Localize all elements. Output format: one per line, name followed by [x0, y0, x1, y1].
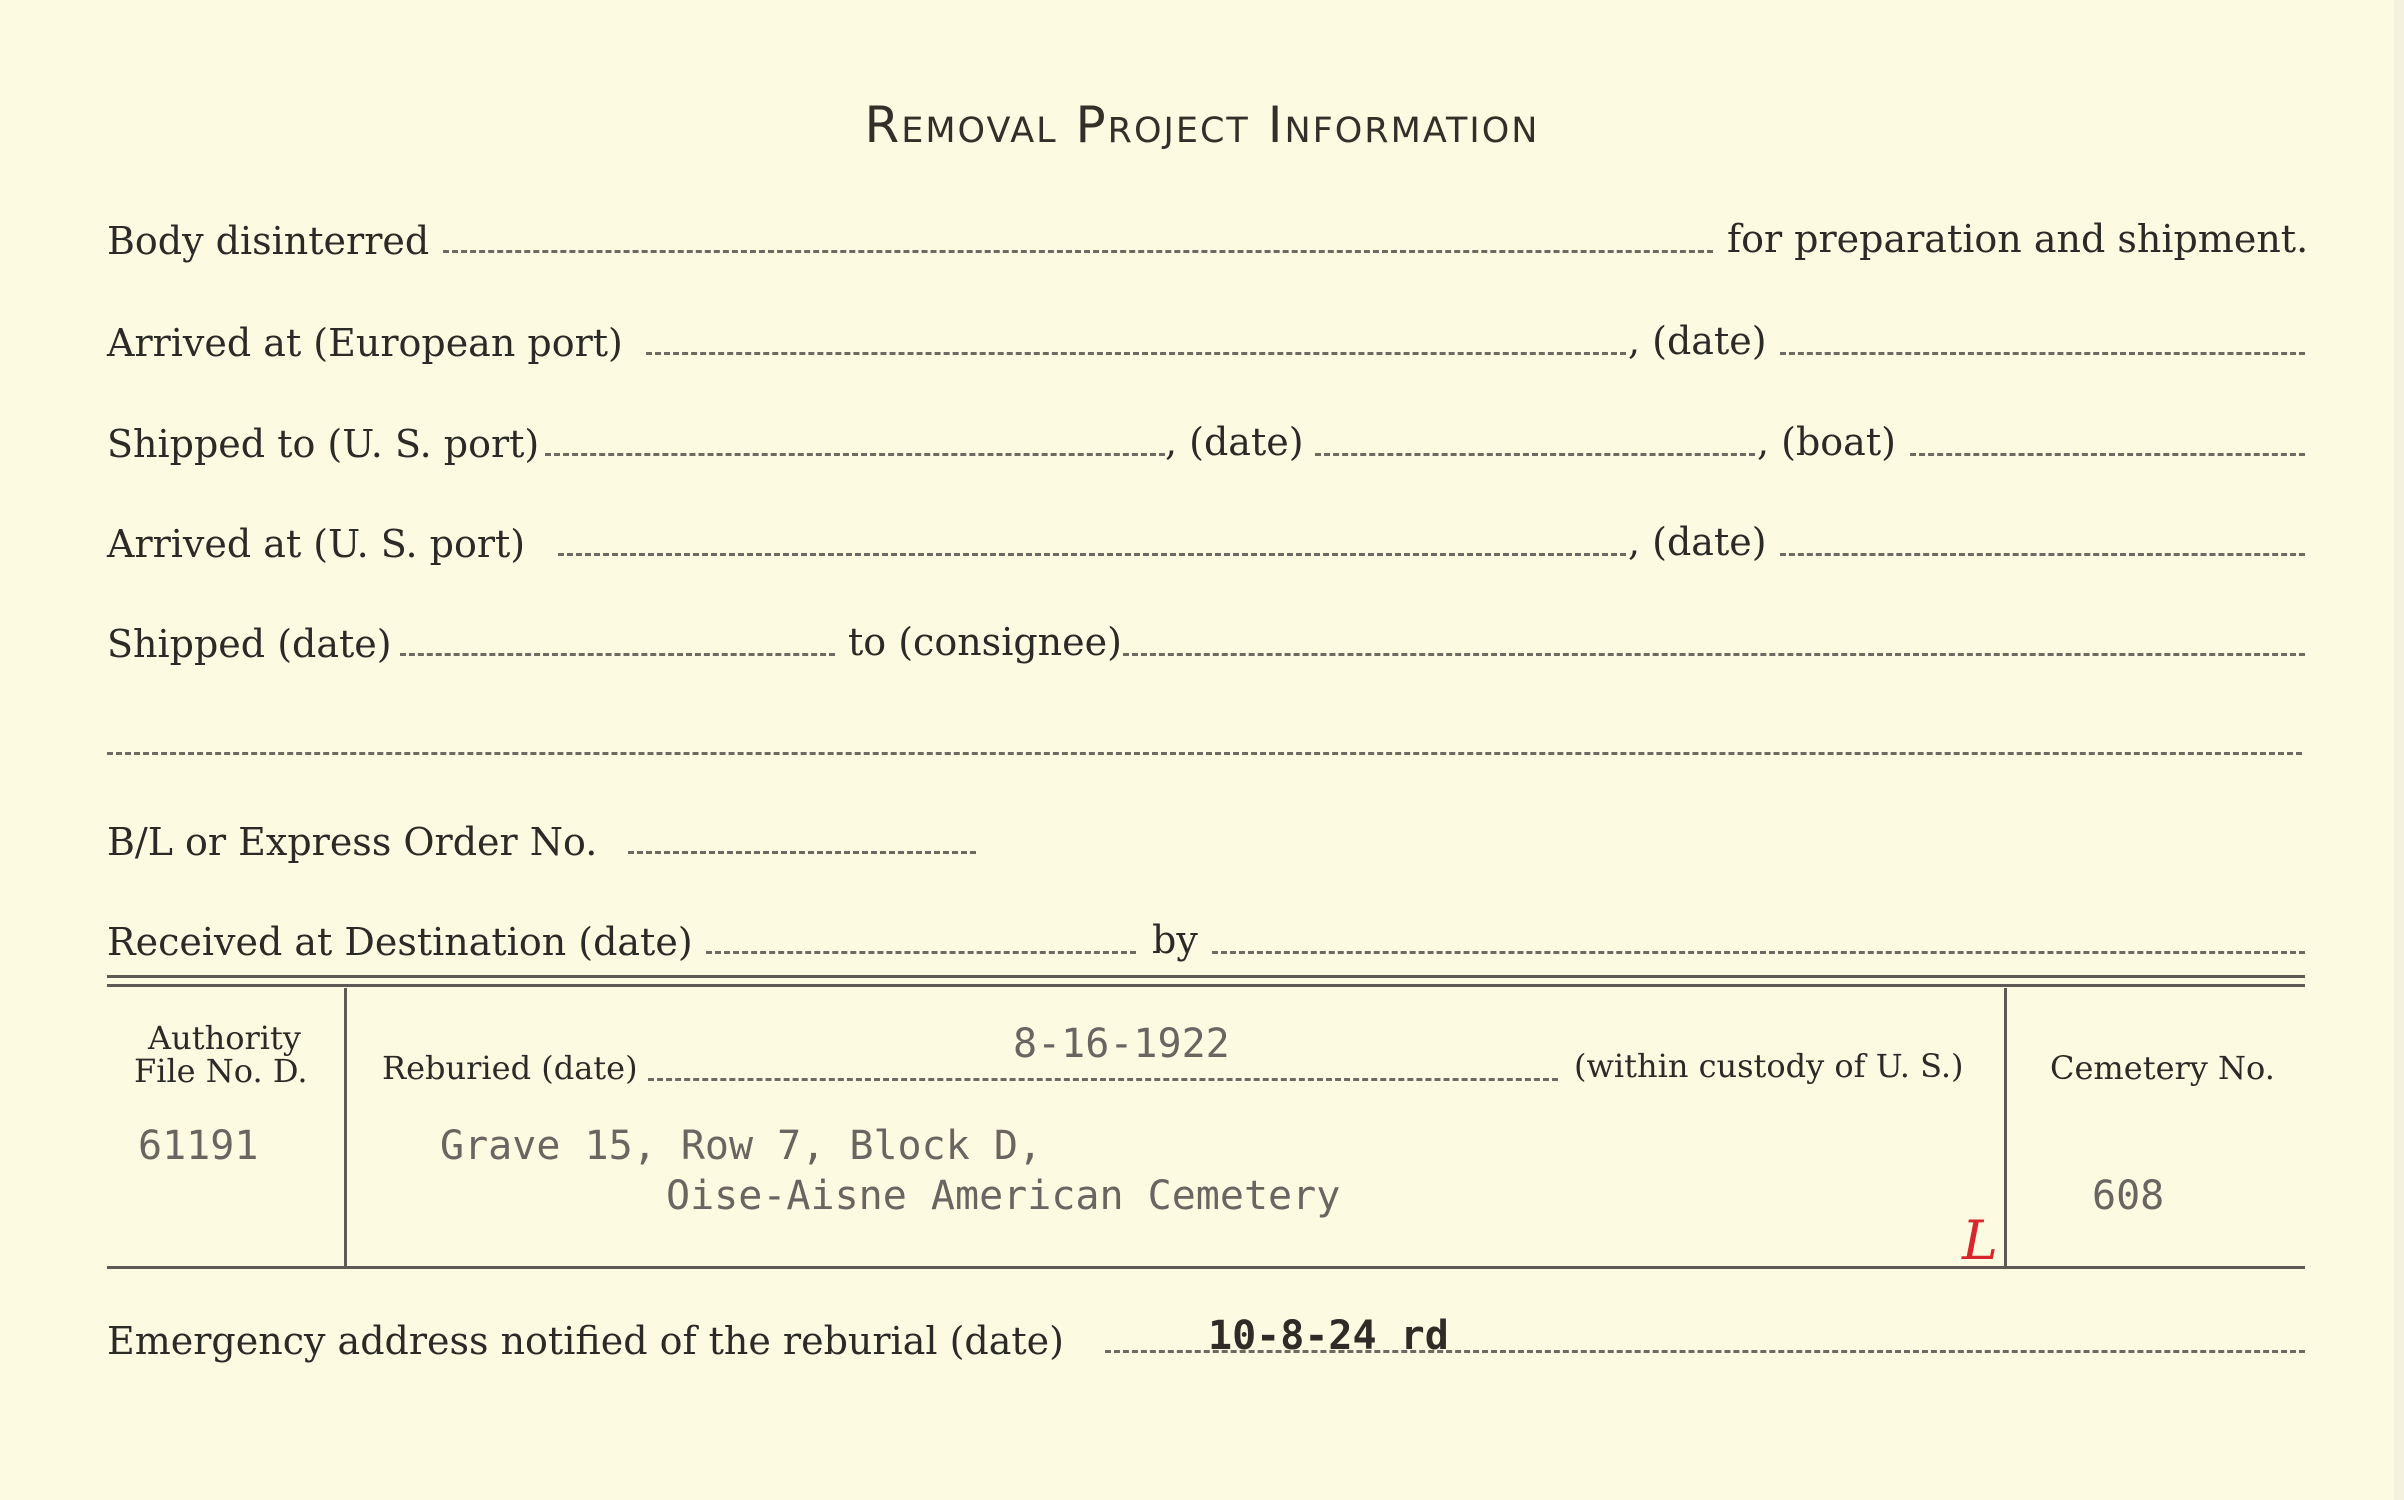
emergency-label: Emergency address notified of the reburial (date) — [107, 1319, 1064, 1363]
bl-order-line — [628, 851, 976, 854]
emergency-date-line — [1105, 1350, 2305, 1353]
box-divider-right — [2004, 988, 2007, 1268]
shipped-us-date-line — [1315, 453, 1755, 456]
shipped-us-label: Shipped to (U. S. port) — [107, 422, 540, 466]
box-top-rule-1 — [107, 975, 2305, 978]
arrived-european-date-label: , (date) — [1628, 319, 1767, 363]
cemetery-no-label: Cemetery No. — [2050, 1049, 2275, 1087]
body-disinterred-line — [443, 250, 1713, 253]
consignee-continuation-line — [107, 752, 2302, 755]
file-no-value: 61191 — [138, 1123, 259, 1169]
shipped-us-date-label: , (date) — [1165, 420, 1304, 464]
emergency-date-value: 10-8-24 rd — [1208, 1313, 1449, 1359]
arrived-us-date-label: , (date) — [1628, 520, 1767, 564]
shipped-us-boat-label: , (boat) — [1757, 420, 1896, 464]
shipped-us-boat-line — [1910, 453, 2305, 456]
body-disinterred-label: Body disinterred — [107, 219, 430, 263]
cemetery-no-value: 608 — [2092, 1173, 2165, 1219]
reburied-date-value: 8-16-1922 — [1013, 1021, 1230, 1067]
received-date-line — [706, 951, 1136, 954]
shipped-date-label: Shipped (date) — [107, 622, 392, 666]
red-check-mark: L — [1962, 1209, 1998, 1272]
reburied-date-line — [648, 1078, 1558, 1081]
arrived-us-date-line — [1780, 553, 2305, 556]
cemetery-name-line: Oise-Aisne American Cemetery — [666, 1173, 1341, 1219]
arrived-european-label: Arrived at (European port) — [107, 321, 623, 365]
arrived-european-port-line — [646, 352, 1626, 355]
box-top-rule-2 — [107, 984, 2305, 987]
received-label: Received at Destination (date) — [107, 920, 693, 964]
arrived-us-label: Arrived at (U. S. port) — [107, 522, 526, 566]
arrived-us-port-line — [558, 553, 1626, 556]
shipped-date-line — [400, 653, 835, 656]
authority-label: Authority — [148, 1019, 301, 1057]
body-disinterred-suffix: for preparation and shipment. — [1727, 217, 2309, 261]
file-no-label: File No. D. — [134, 1052, 308, 1090]
bl-order-label: B/L or Express Order No. — [107, 820, 598, 864]
reburied-label: Reburied (date) — [382, 1049, 638, 1087]
received-by-label: by — [1152, 918, 1198, 962]
arrived-european-date-line — [1780, 352, 2305, 355]
custody-note: (within custody of U. S.) — [1574, 1047, 1964, 1085]
consignee-label: to (consignee) — [848, 620, 1122, 664]
card-title: Removal Project Information — [864, 96, 1540, 154]
received-by-line — [1212, 951, 2305, 954]
grave-location-line: Grave 15, Row 7, Block D, — [440, 1123, 1043, 1169]
box-bottom-rule — [107, 1266, 2305, 1269]
box-divider-left — [344, 988, 347, 1268]
shipped-us-port-line — [545, 453, 1165, 456]
consignee-line — [1123, 653, 2305, 656]
